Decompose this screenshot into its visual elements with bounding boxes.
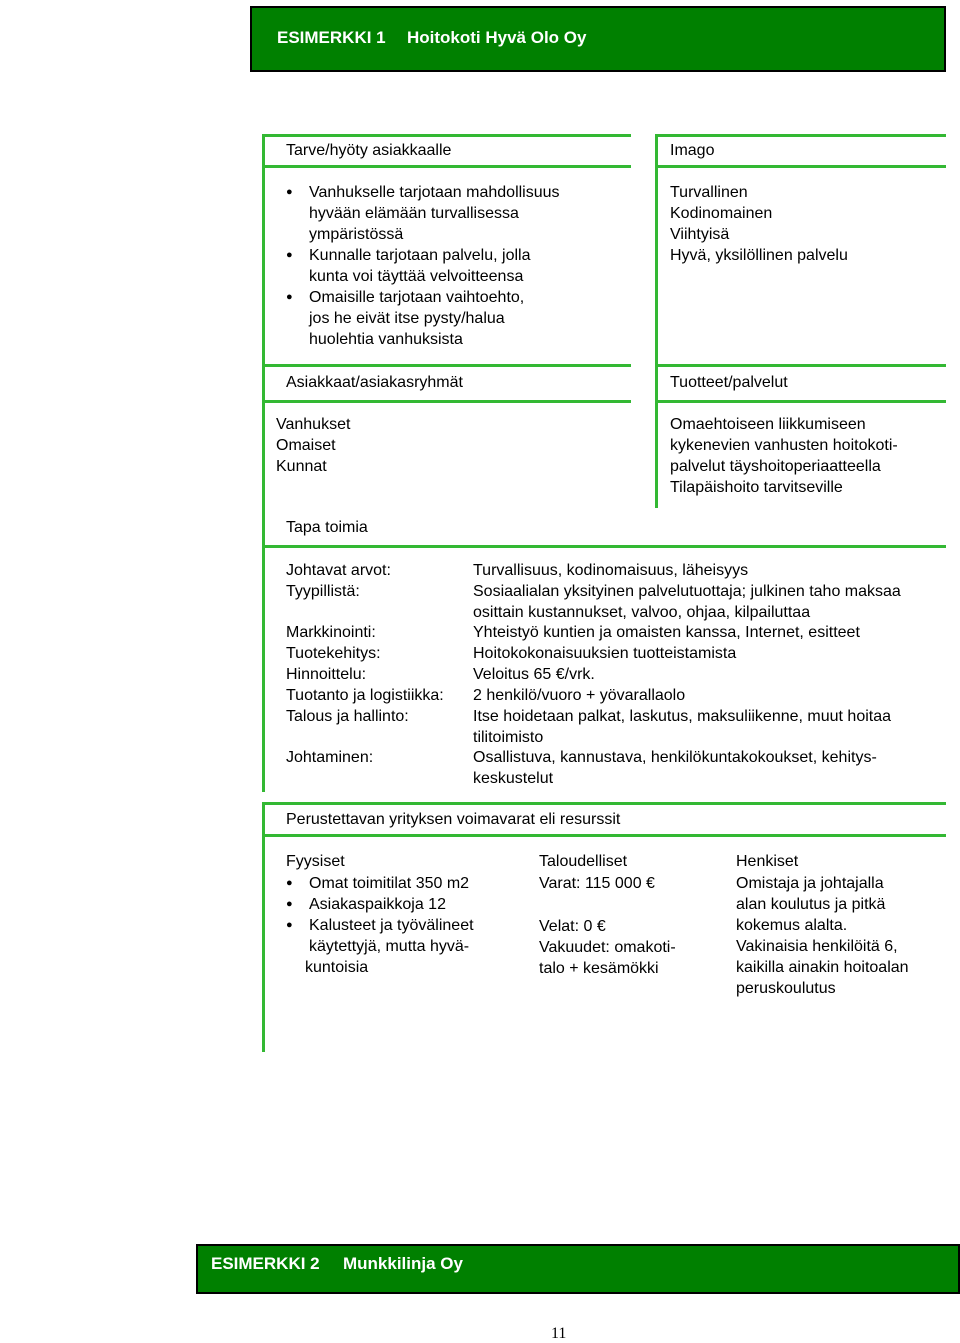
image-line: Kodinomainen bbox=[670, 205, 773, 222]
resources-heading-rule bbox=[262, 834, 946, 837]
ways-value: Hoitokokonaisuuksien tuotteistamista bbox=[473, 645, 737, 662]
image-line: Viihtyisä bbox=[670, 226, 730, 243]
example-1-banner bbox=[250, 6, 946, 72]
ways-value: Osallistuva, kannustava, henkilökuntakokoukset, kehitys- keskustelut bbox=[473, 749, 877, 787]
ways-key: Hinnoittelu: bbox=[286, 666, 367, 683]
resources-heading: Perustettavan yrityksen voimavarat eli resurssit bbox=[286, 811, 621, 828]
customers-heading: Asiakkaat/asiakasryhmät bbox=[286, 374, 463, 391]
ways-key: Tyypillistä: bbox=[286, 583, 360, 600]
financial-debts: Velat: 0 € bbox=[539, 918, 606, 935]
list-item: ● Vanhukselle tarjotaan mahdollisuus hyvään elämään turvallisessa ympäristössä bbox=[276, 182, 560, 245]
ways-key: Talous ja hallinto: bbox=[286, 708, 409, 725]
ways-key: Tuotekehitys: bbox=[286, 645, 381, 662]
ways-heading: Tapa toimia bbox=[286, 519, 368, 536]
banner-title: Munkkilinja Oy bbox=[343, 1254, 463, 1273]
ways-value: Sosiaalialan yksityinen palvelutuottaja; julkinen taho maksaa osittain kustannukset, valvoo, ohjaa, kilpailuttaa bbox=[473, 583, 901, 621]
list-item: ● Kalusteet ja työvälineet käytettyjä, mutta hyvä- kuntoisia bbox=[276, 915, 474, 978]
product-line: Omaehtoiseen liikkumiseen bbox=[670, 416, 866, 433]
physical-list bbox=[276, 873, 474, 978]
ways-value: Turvallisuus, kodinomaisuus, läheisyys bbox=[473, 562, 749, 579]
list-item: ● Omaisille tarjotaan vaihtoehto, jos he eivät itse pysty/halua huolehtia vanhuksista bbox=[276, 287, 560, 350]
customers-top-rule bbox=[262, 364, 631, 367]
financial-heading: Taloudelliset bbox=[539, 853, 628, 870]
physical-heading: Fyysiset bbox=[286, 853, 345, 870]
ways-value: Itse hoidetaan palkat, laskutus, maksuliikenne, muut hoitaa tilitoimisto bbox=[473, 708, 892, 746]
middle-frame-rule bbox=[655, 134, 658, 508]
banner-title: Hoitokoti Hyvä Olo Oy bbox=[407, 28, 587, 47]
page-number: 11 bbox=[551, 1325, 567, 1342]
banner-number: ESIMERKKI 2 bbox=[211, 1254, 320, 1273]
needs-list bbox=[276, 182, 560, 350]
image-top-rule bbox=[655, 134, 946, 137]
products-heading-rule bbox=[655, 400, 946, 403]
ways-key: Johtaminen: bbox=[286, 749, 374, 766]
resources-top-rule bbox=[262, 802, 946, 805]
human-heading: Henkiset bbox=[736, 853, 799, 870]
example-2-banner bbox=[196, 1244, 960, 1294]
image-heading-rule bbox=[655, 165, 946, 168]
banner-number: ESIMERKKI 1 bbox=[277, 28, 386, 47]
ways-value: Yhteistyö kuntien ja omaisten kanssa, Internet, esitteet bbox=[473, 624, 860, 641]
human-list: Omistaja ja johtajalla alan koulutus ja pitkä kokemus alalta. Vakinaisia henkilöitä 6, kaikilla ainakin hoitoalan peruskoulutus bbox=[736, 875, 909, 997]
resources-left-rule bbox=[262, 802, 265, 1052]
ways-key: Markkinointi: bbox=[286, 624, 376, 641]
ways-key: Tuotanto ja logistiikka: bbox=[286, 687, 444, 704]
customer-line: Kunnat bbox=[276, 458, 327, 475]
ways-heading-rule bbox=[262, 545, 946, 548]
needs-heading: Tarve/hyöty asiakkaalle bbox=[286, 142, 452, 159]
financial-assets: Varat: 115 000 € bbox=[539, 875, 655, 892]
customers-list bbox=[276, 414, 350, 477]
products-top-rule bbox=[655, 364, 946, 367]
list-item: ● Asiakaspaikkoja 12 bbox=[276, 894, 474, 915]
financial-guarantees: Vakuudet: omakoti- talo + kesämökki bbox=[539, 939, 676, 977]
customer-line: Vanhukset bbox=[276, 416, 351, 433]
image-heading: Imago bbox=[670, 142, 715, 159]
needs-heading-rule bbox=[262, 165, 631, 168]
list-item: ● Omat toimitilat 350 m2 bbox=[276, 873, 474, 894]
ways-value: 2 henkilö/vuoro + yövarallaolo bbox=[473, 687, 686, 704]
ways-value: Veloitus 65 €/vrk. bbox=[473, 666, 595, 683]
list-item: ● Kunnalle tarjotaan palvelu, jolla kunta voi täyttää velvoitteensa bbox=[276, 245, 560, 287]
product-line: palvelut täyshoitoperiaatteella bbox=[670, 458, 881, 475]
image-line: Turvallinen bbox=[670, 184, 748, 201]
product-line: kykenevien vanhusten hoitokoti- bbox=[670, 437, 898, 454]
left-frame-rule bbox=[262, 134, 265, 792]
needs-top-rule bbox=[262, 134, 631, 137]
products-heading: Tuotteet/palvelut bbox=[670, 374, 788, 391]
customer-line: Omaiset bbox=[276, 437, 336, 454]
image-list bbox=[670, 182, 848, 266]
image-line: Hyvä, yksilöllinen palvelu bbox=[670, 247, 848, 264]
ways-key: Johtavat arvot: bbox=[286, 562, 391, 579]
product-line: Tilapäishoito tarvitseville bbox=[670, 479, 843, 496]
products-list bbox=[670, 414, 898, 498]
customers-heading-rule bbox=[262, 400, 631, 403]
